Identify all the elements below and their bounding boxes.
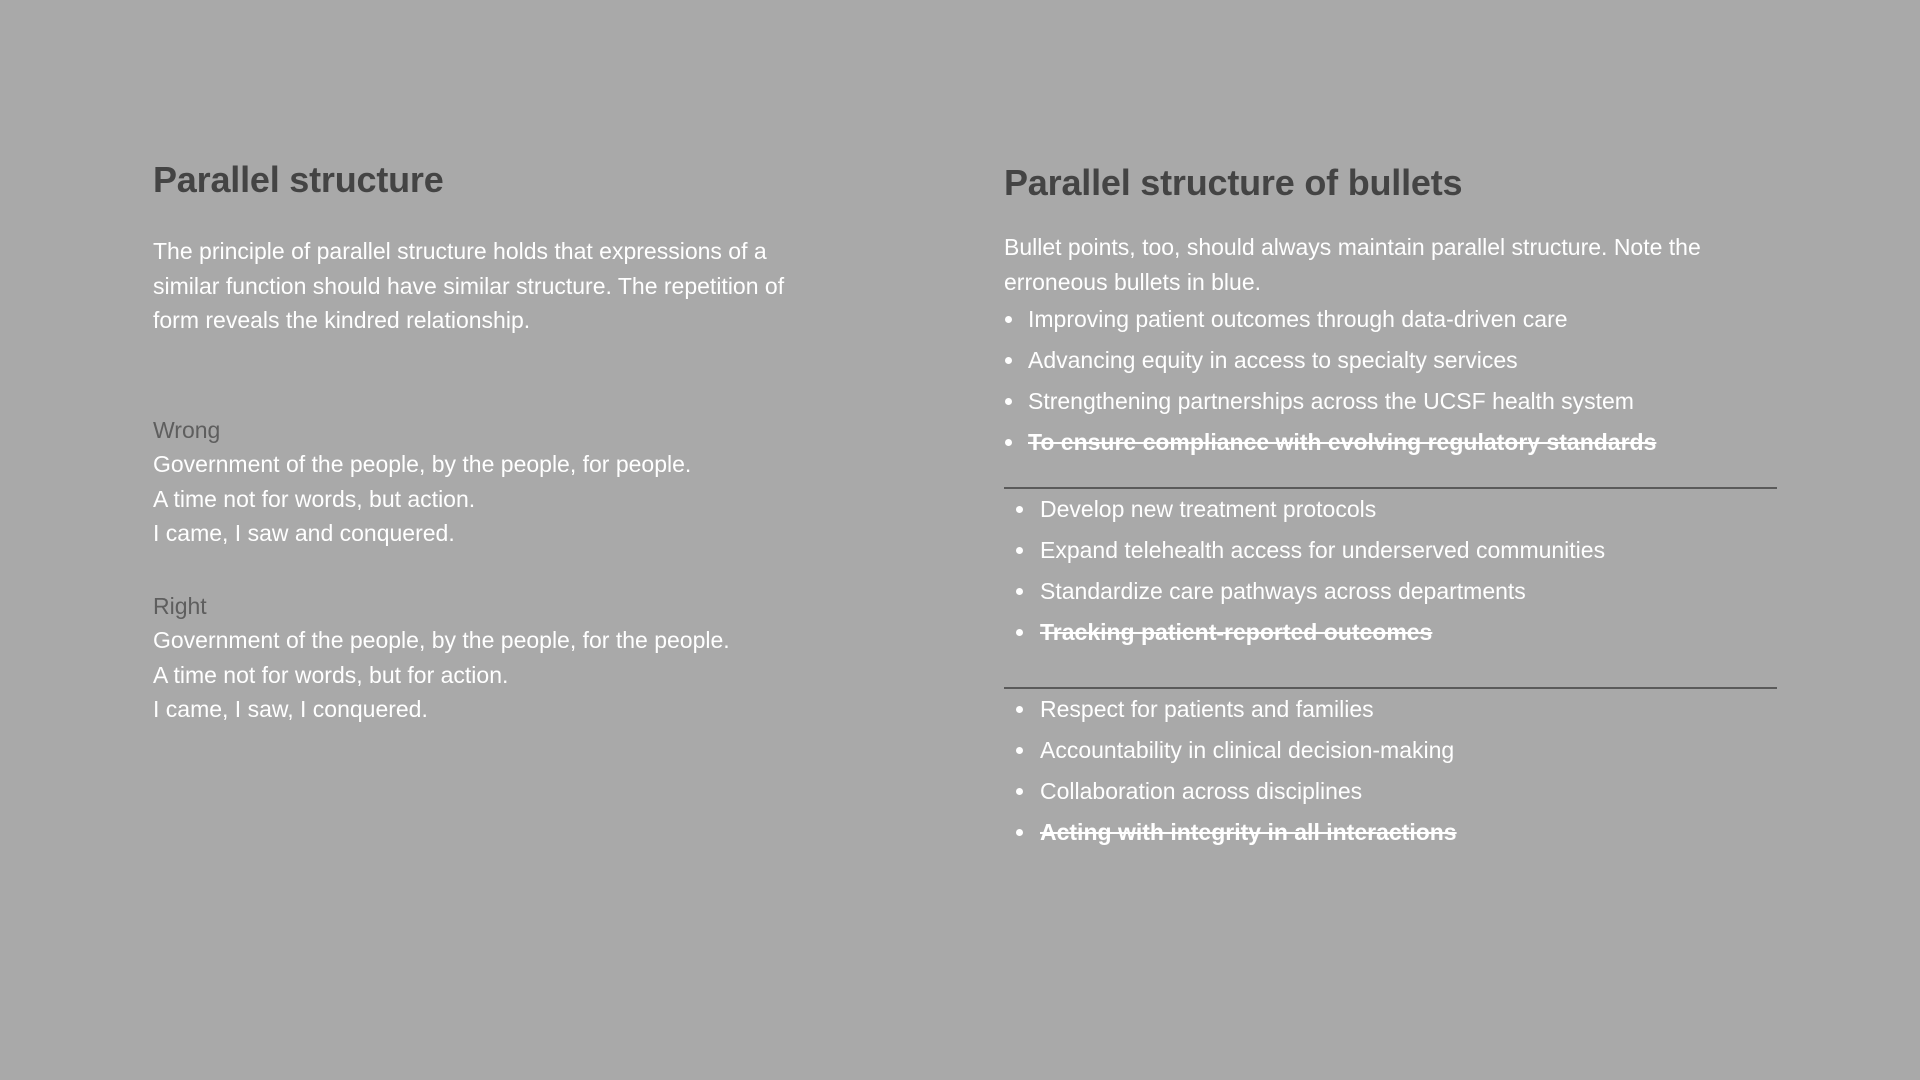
list-item-text: Develop new treatment protocols (1040, 496, 1377, 522)
list-item-text: Advancing equity in access to specialty services (1028, 347, 1518, 373)
left-column (153, 158, 833, 727)
list-item-text: Respect for patients and families (1040, 696, 1374, 722)
right-example-line: I came, I saw, I conquered. (153, 696, 428, 722)
bullet-icon (1016, 588, 1023, 595)
bullet-icon (1016, 706, 1023, 713)
list-item-text: Tracking patient-reported outcomes (1040, 619, 1433, 645)
list-item-text: Strengthening partnerships across the UCSF health system (1028, 388, 1634, 414)
list-item-erroneous (1004, 812, 1779, 853)
list-item (1004, 730, 1779, 771)
list-item (1004, 299, 1779, 340)
right-title: Parallel structure of bullets (1004, 162, 1463, 203)
list-item-text: Acting with integrity in all interactions (1040, 819, 1457, 845)
bullet-icon (1005, 316, 1012, 323)
list-item (1004, 381, 1779, 422)
wrong-example-line: Government of the people, by the people, for people. (153, 451, 692, 477)
list-item (1004, 530, 1779, 571)
wrong-label: Wrong (153, 416, 221, 443)
list-item-text: To ensure compliance with evolving regulatory standards (1028, 429, 1657, 455)
right-examples (153, 589, 833, 727)
bullet-icon (1005, 357, 1012, 364)
bullet-icon (1016, 829, 1023, 836)
list-item (1004, 771, 1779, 812)
right-label: Right (153, 592, 207, 619)
bullet-icon (1016, 747, 1023, 754)
left-intro: The principle of parallel structure holds that expressions of a similar function should have similar structure. The repetition of form reveals the kindred relationship. (153, 238, 785, 333)
bullet-list-noun (1004, 689, 1779, 853)
list-item (1004, 571, 1779, 612)
bullet-icon (1016, 547, 1023, 554)
left-title: Parallel structure (153, 159, 444, 200)
wrong-examples (153, 413, 833, 551)
list-item-erroneous (1004, 612, 1779, 653)
right-example-line: A time not for words, but for action. (153, 661, 509, 688)
right-intro: Bullet points, too, should always maintain parallel structure. Note the erroneous bullets in blue. (1004, 234, 1701, 295)
list-item-text: Improving patient outcomes through data-driven care (1028, 306, 1568, 332)
list-item-text: Collaboration across disciplines (1040, 778, 1363, 804)
list-item (1004, 689, 1779, 730)
list-item (1004, 489, 1779, 530)
bullet-list-gerund (1004, 299, 1779, 463)
wrong-example-line: I came, I saw and conquered. (153, 520, 455, 546)
bullet-icon (1005, 398, 1012, 405)
bullet-icon (1016, 788, 1023, 795)
right-column (1004, 161, 1779, 853)
right-example-line: Government of the people, by the people, for the people. (153, 627, 730, 653)
bullet-icon (1016, 506, 1023, 513)
bullet-icon (1005, 439, 1012, 446)
list-item-erroneous (1004, 422, 1779, 463)
bullet-list-imperative (1004, 489, 1779, 653)
list-item (1004, 340, 1779, 381)
bullet-icon (1016, 629, 1023, 636)
list-item-text: Accountability in clinical decision-making (1040, 737, 1455, 763)
wrong-example-line: A time not for words, but action. (153, 485, 476, 512)
list-item-text: Expand telehealth access for underserved communities (1040, 537, 1606, 563)
list-item-text: Standardize care pathways across departments (1040, 578, 1526, 604)
